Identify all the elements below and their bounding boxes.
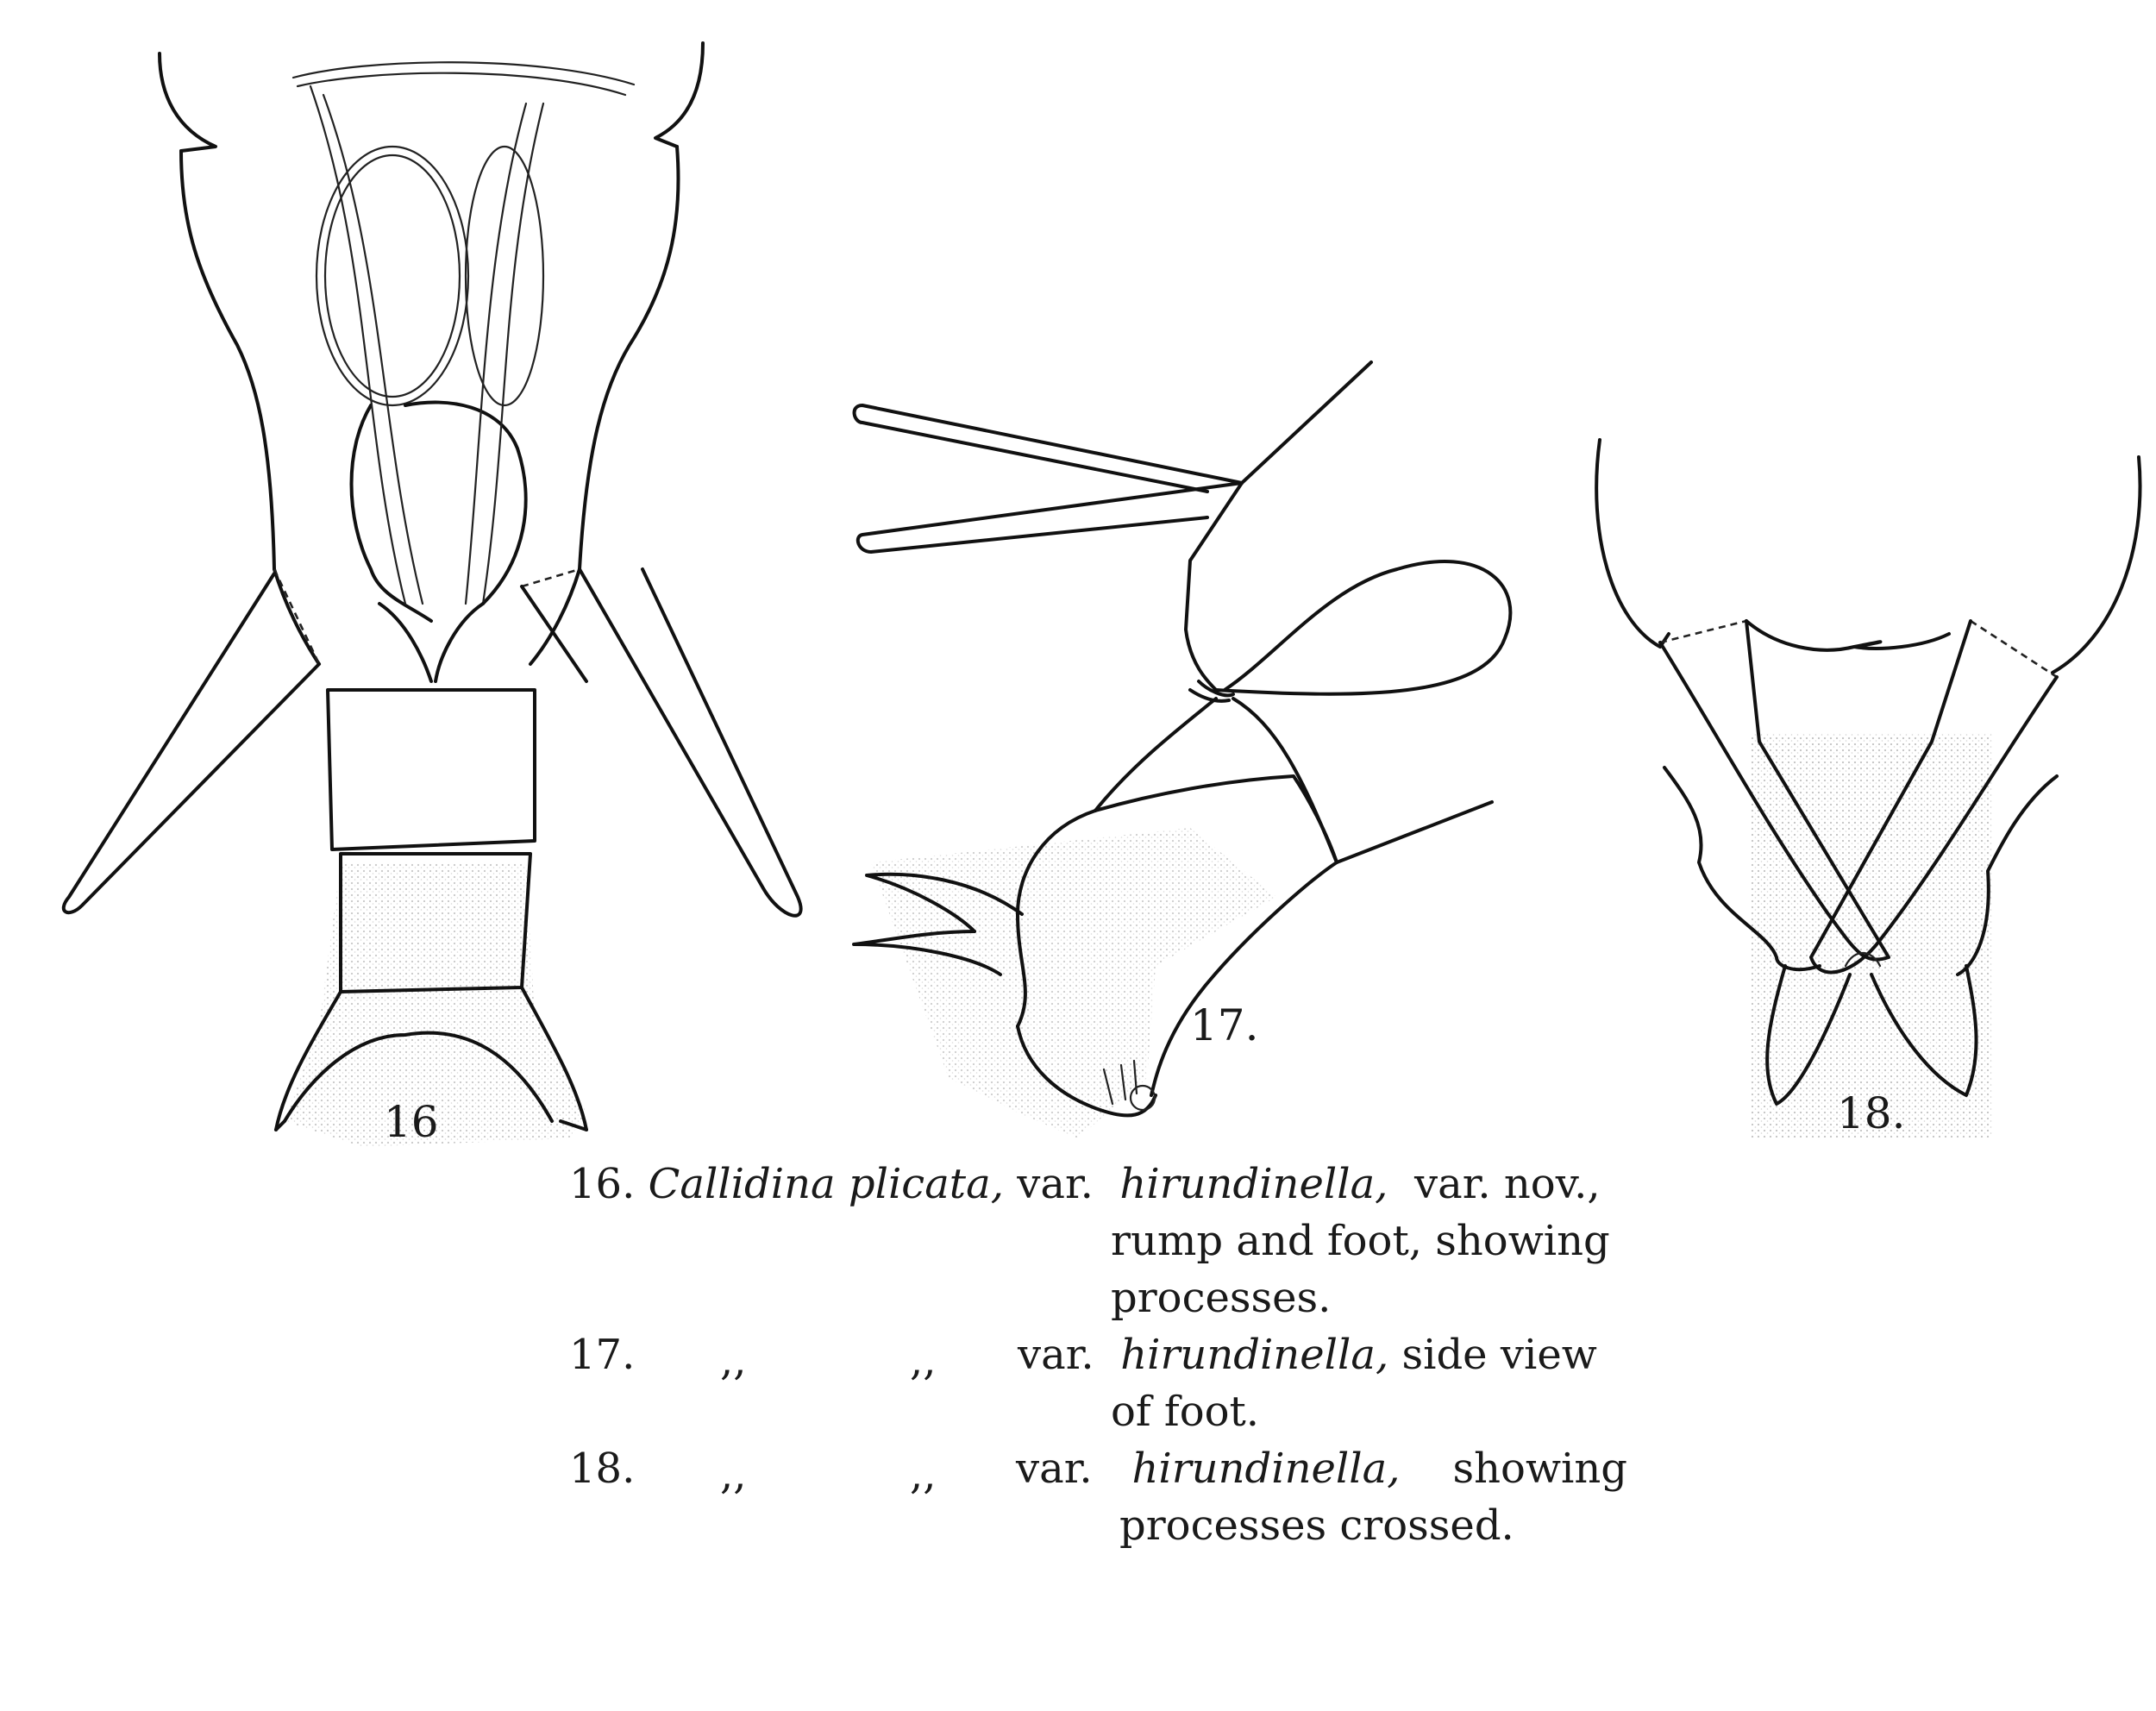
figure-16-number: 16 xyxy=(384,1097,439,1147)
caption-18-var: var. xyxy=(1016,1445,1093,1493)
caption-18-num: 18. xyxy=(569,1445,636,1493)
caption-16-variety: hirundinella, xyxy=(1119,1160,1388,1208)
caption-17-rest: side view xyxy=(1401,1331,1597,1379)
figure-17-drawing xyxy=(854,362,1510,1138)
caption-16-num: 16. xyxy=(569,1160,636,1208)
figure-17-number: 17. xyxy=(1190,1000,1259,1050)
caption-17-var: var. xyxy=(1018,1331,1094,1379)
caption-16-species: Callidina plicata, xyxy=(648,1160,1004,1208)
caption-18-line2: processes crossed. xyxy=(1119,1501,1514,1550)
caption-18-ditto2: ,, xyxy=(910,1451,937,1499)
figure-16-drawing xyxy=(64,43,801,1147)
caption-16-line1 xyxy=(569,1156,1601,1213)
caption-17-ditto2: ,, xyxy=(910,1337,937,1385)
caption-16-line2: rump and foot, showing xyxy=(1111,1217,1610,1265)
caption-16-rest: var. nov., xyxy=(1413,1160,1601,1208)
caption-18-line1 xyxy=(1016,1440,1627,1497)
caption-18-ditto1: ,, xyxy=(720,1451,747,1499)
figure-18-number: 18. xyxy=(1837,1088,1906,1138)
figure-18-drawing xyxy=(1596,440,2140,1138)
caption-17-line2: of foot. xyxy=(1111,1388,1260,1436)
caption-16-line3: processes. xyxy=(1111,1274,1332,1322)
caption-17-variety: hirundinella, xyxy=(1120,1331,1389,1379)
caption-17-num: 17. xyxy=(569,1331,636,1379)
caption-18-rest: showing xyxy=(1452,1445,1628,1493)
caption-17-line1 xyxy=(1018,1326,1597,1383)
caption-16-var: var. xyxy=(1017,1160,1094,1208)
caption-17-ditto1: ,, xyxy=(720,1337,747,1385)
caption-18-variety: hirundinella, xyxy=(1131,1445,1401,1493)
